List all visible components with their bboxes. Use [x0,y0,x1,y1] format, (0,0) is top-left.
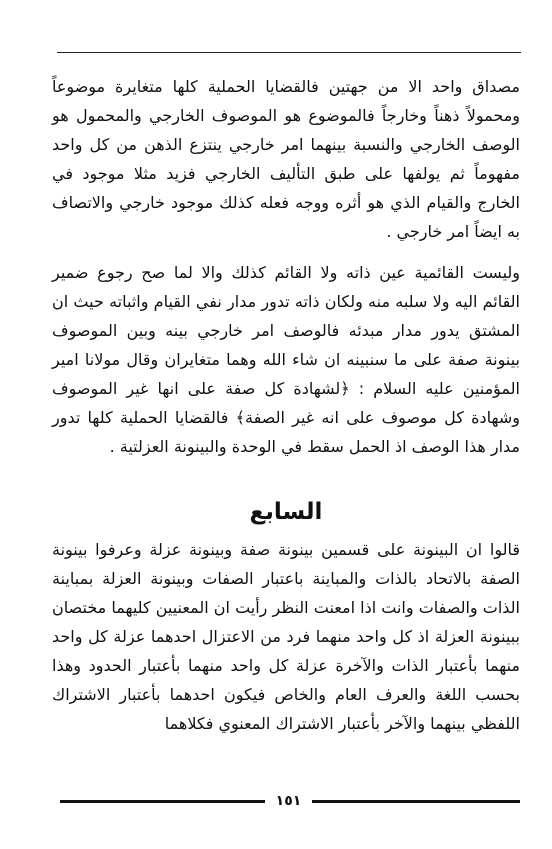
paragraph-3: قالوا ان البينونة على قسمين بينونة صفة وبينونة عزلة وعرفوا بينونة الصفة بالاتحاد بالذات والمباينة باعتبار الصفات وبينونة العزلة بمباينة الذات والصفات وانت اذا امعنت النظر رأيت ان المعنيين كليهما مختصان ببينونة العزلة اذ كل واحد منهما فرد من الاعتزال احدهما عزلة كل واحد منهما بأعتبار الذات والآخرة عزلة كل واحد منهما بأعتبار الحدود وهذا بحسب اللغة والعرف العام والخاص فيكون احدهما بأعتبار الاشتراك اللفظي بينهما والآخر بأعتبار الاشتراك المعنوي فكلاهما [52,540,520,733]
page-number: ١٥١ [275,793,302,809]
page-body [52,72,520,738]
page-footer [60,794,520,810]
paragraph-1: مصداق واحد الا من جهتين فالقضايا الحملية كلها متغايرة موضوعاً ومحمولاً ذهناً وخارجاً فالموضوع هو الموصوف الخارجي والمحمول هو الوصف الخارجي والنسبة بينهما امر خارجي ينتزع الذهن من كل واحد مفهوماً ثم يولفها على طبق التأليف الخارجي فزيد مثلا موجود في الخارج والقيام الذي هو أثره ووجه فعله كذلك موجود خارجي والاتصاف به ايضاً امر خارجي . [52,77,520,241]
section-title: السابع [249,499,323,525]
paragraph-2: وليست القائمية عين ذاته ولا القائم كذلك والا لما صح رجوع ضمير القائم اليه ولا سلبه منه ولكان ذاته تدور مدار نفي القيام واثباته حيث ان المشتق يدور مدار مبدئه فالوصف امر خارجي بينه وبين الموصوف بينونة صفة على ما سنبينه ان شاء الله وهما متغايران وقال مولانا امير المؤمنين عليه السلام : ﴿لشهادة كل صفة على انها غير الموصوف وشهادة كل موصوف على انه غير الصفة﴾ فالقضايا الحملية كلها تدور مدار هذا الوصف اذ الحمل سقط في الوحدة والبينونة العزلتية . [52,263,520,456]
header-rule [57,52,521,53]
footer-rule-right [312,800,520,803]
footer-rule-left [60,800,265,803]
